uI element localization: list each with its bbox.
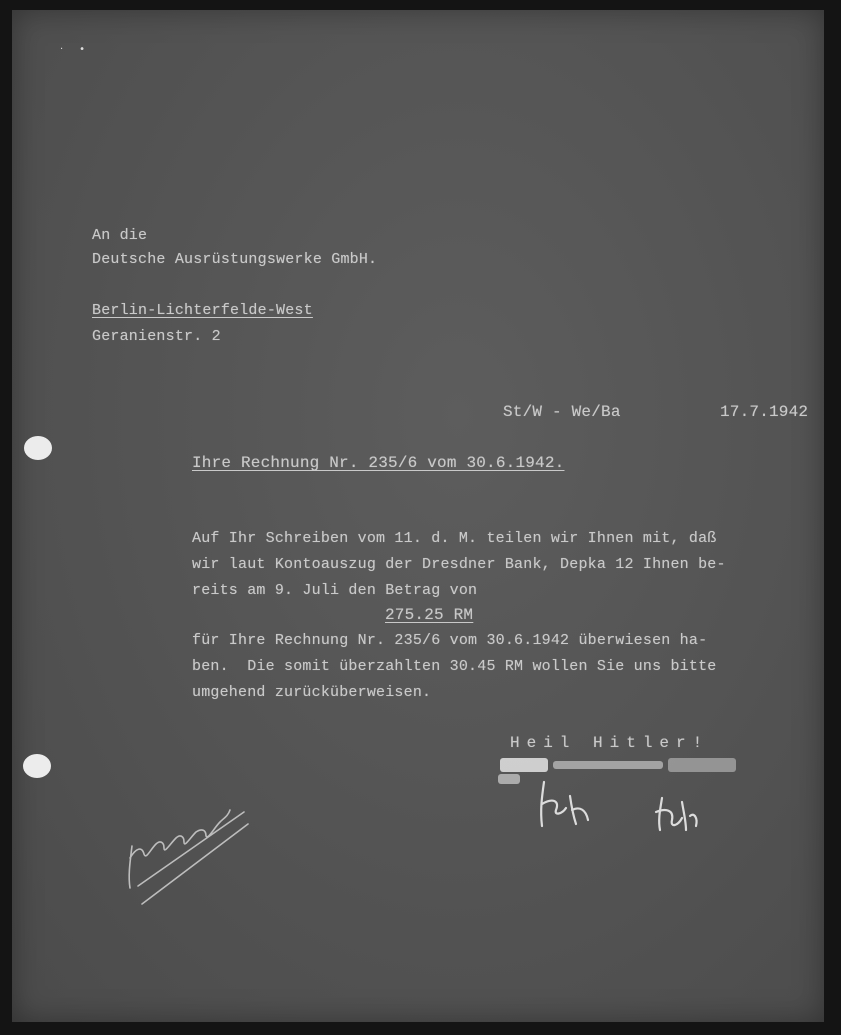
signature-right [652,792,702,836]
address-line-1: An die [92,227,148,244]
body-amount: 275.25 RM [385,606,474,624]
body-line-1: Auf Ihr Schreiben vom 11. d. M. teilen wir Ihnen mit, daß [192,530,717,547]
body-line-3: reits am 9. Juli den Betrag von [192,582,478,599]
closing-greeting: Heil Hitler! [510,734,710,752]
letter-date: 17.7.1942 [720,403,809,421]
subject-line: Ihre Rechnung Nr. 235/6 vom 30.6.1942. [192,454,565,472]
signature-left [536,776,596,836]
address-city: Berlin-Lichterfelde-West [92,302,313,319]
company-stamp [498,752,743,788]
body-line-2: wir laut Kontoauszug der Dresdner Bank, Depka 12 Ihnen be- [192,556,726,573]
body-line-5: ben. Die somit überzahlten 30.45 RM wollen Sie uns bitte [192,658,717,675]
reference-code: St/W - We/Ba [503,403,621,421]
pencil-notation [118,788,258,918]
paper-specks: · • [60,44,85,55]
body-line-4: für Ihre Rechnung Nr. 235/6 vom 30.6.1942 überwiesen ha- [192,632,708,649]
body-line-6: umgehend zurücküberweisen. [192,684,432,701]
address-street: Geranienstr. 2 [92,328,221,345]
punch-hole-bottom [23,754,51,778]
address-company: Deutsche Ausrüstungswerke GmbH. [92,251,378,268]
punch-hole-top [24,436,52,460]
